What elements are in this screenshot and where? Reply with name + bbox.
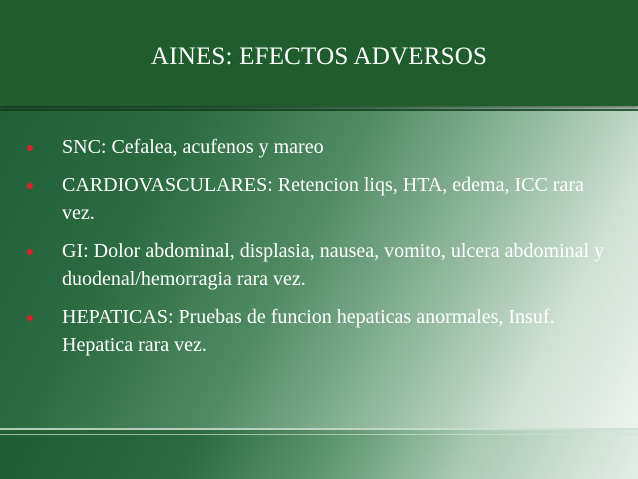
- title-bar: [0, 0, 638, 106]
- bullet-text: HEPATICAS: Pruebas de funcion hepaticas anormales, Insuf. Hepatica rara vez.: [62, 306, 555, 356]
- bullet-dot-icon: [27, 183, 33, 189]
- bullet-text: SNC: Cefalea, acufenos y mareo: [62, 136, 324, 158]
- bullet-item-hepaticas: [25, 303, 605, 359]
- bullet-item-snc: [25, 133, 605, 161]
- bullet-text: GI: Dolor abdominal, displasia, nausea, vomito, ulcera abdominal y duodenal/hemorragia rara vez.: [62, 240, 605, 290]
- bullet-dot-icon: [27, 249, 33, 255]
- footer-divider: [0, 428, 638, 430]
- bullet-item-cardiovasculares: [25, 171, 605, 227]
- bullet-dot-icon: [27, 315, 33, 321]
- slide-title: AINES: EFECTOS ADVERSOS: [150, 43, 488, 70]
- title-divider: [0, 109, 638, 111]
- bullet-list: [25, 133, 605, 369]
- footer-band: [0, 428, 638, 479]
- footer-divider: [0, 434, 638, 435]
- bullet-item-gi: [25, 237, 605, 293]
- bullet-text: CARDIOVASCULARES: Retencion liqs, HTA, edema, ICC rara vez.: [62, 174, 584, 224]
- bullet-dot-icon: [27, 145, 33, 151]
